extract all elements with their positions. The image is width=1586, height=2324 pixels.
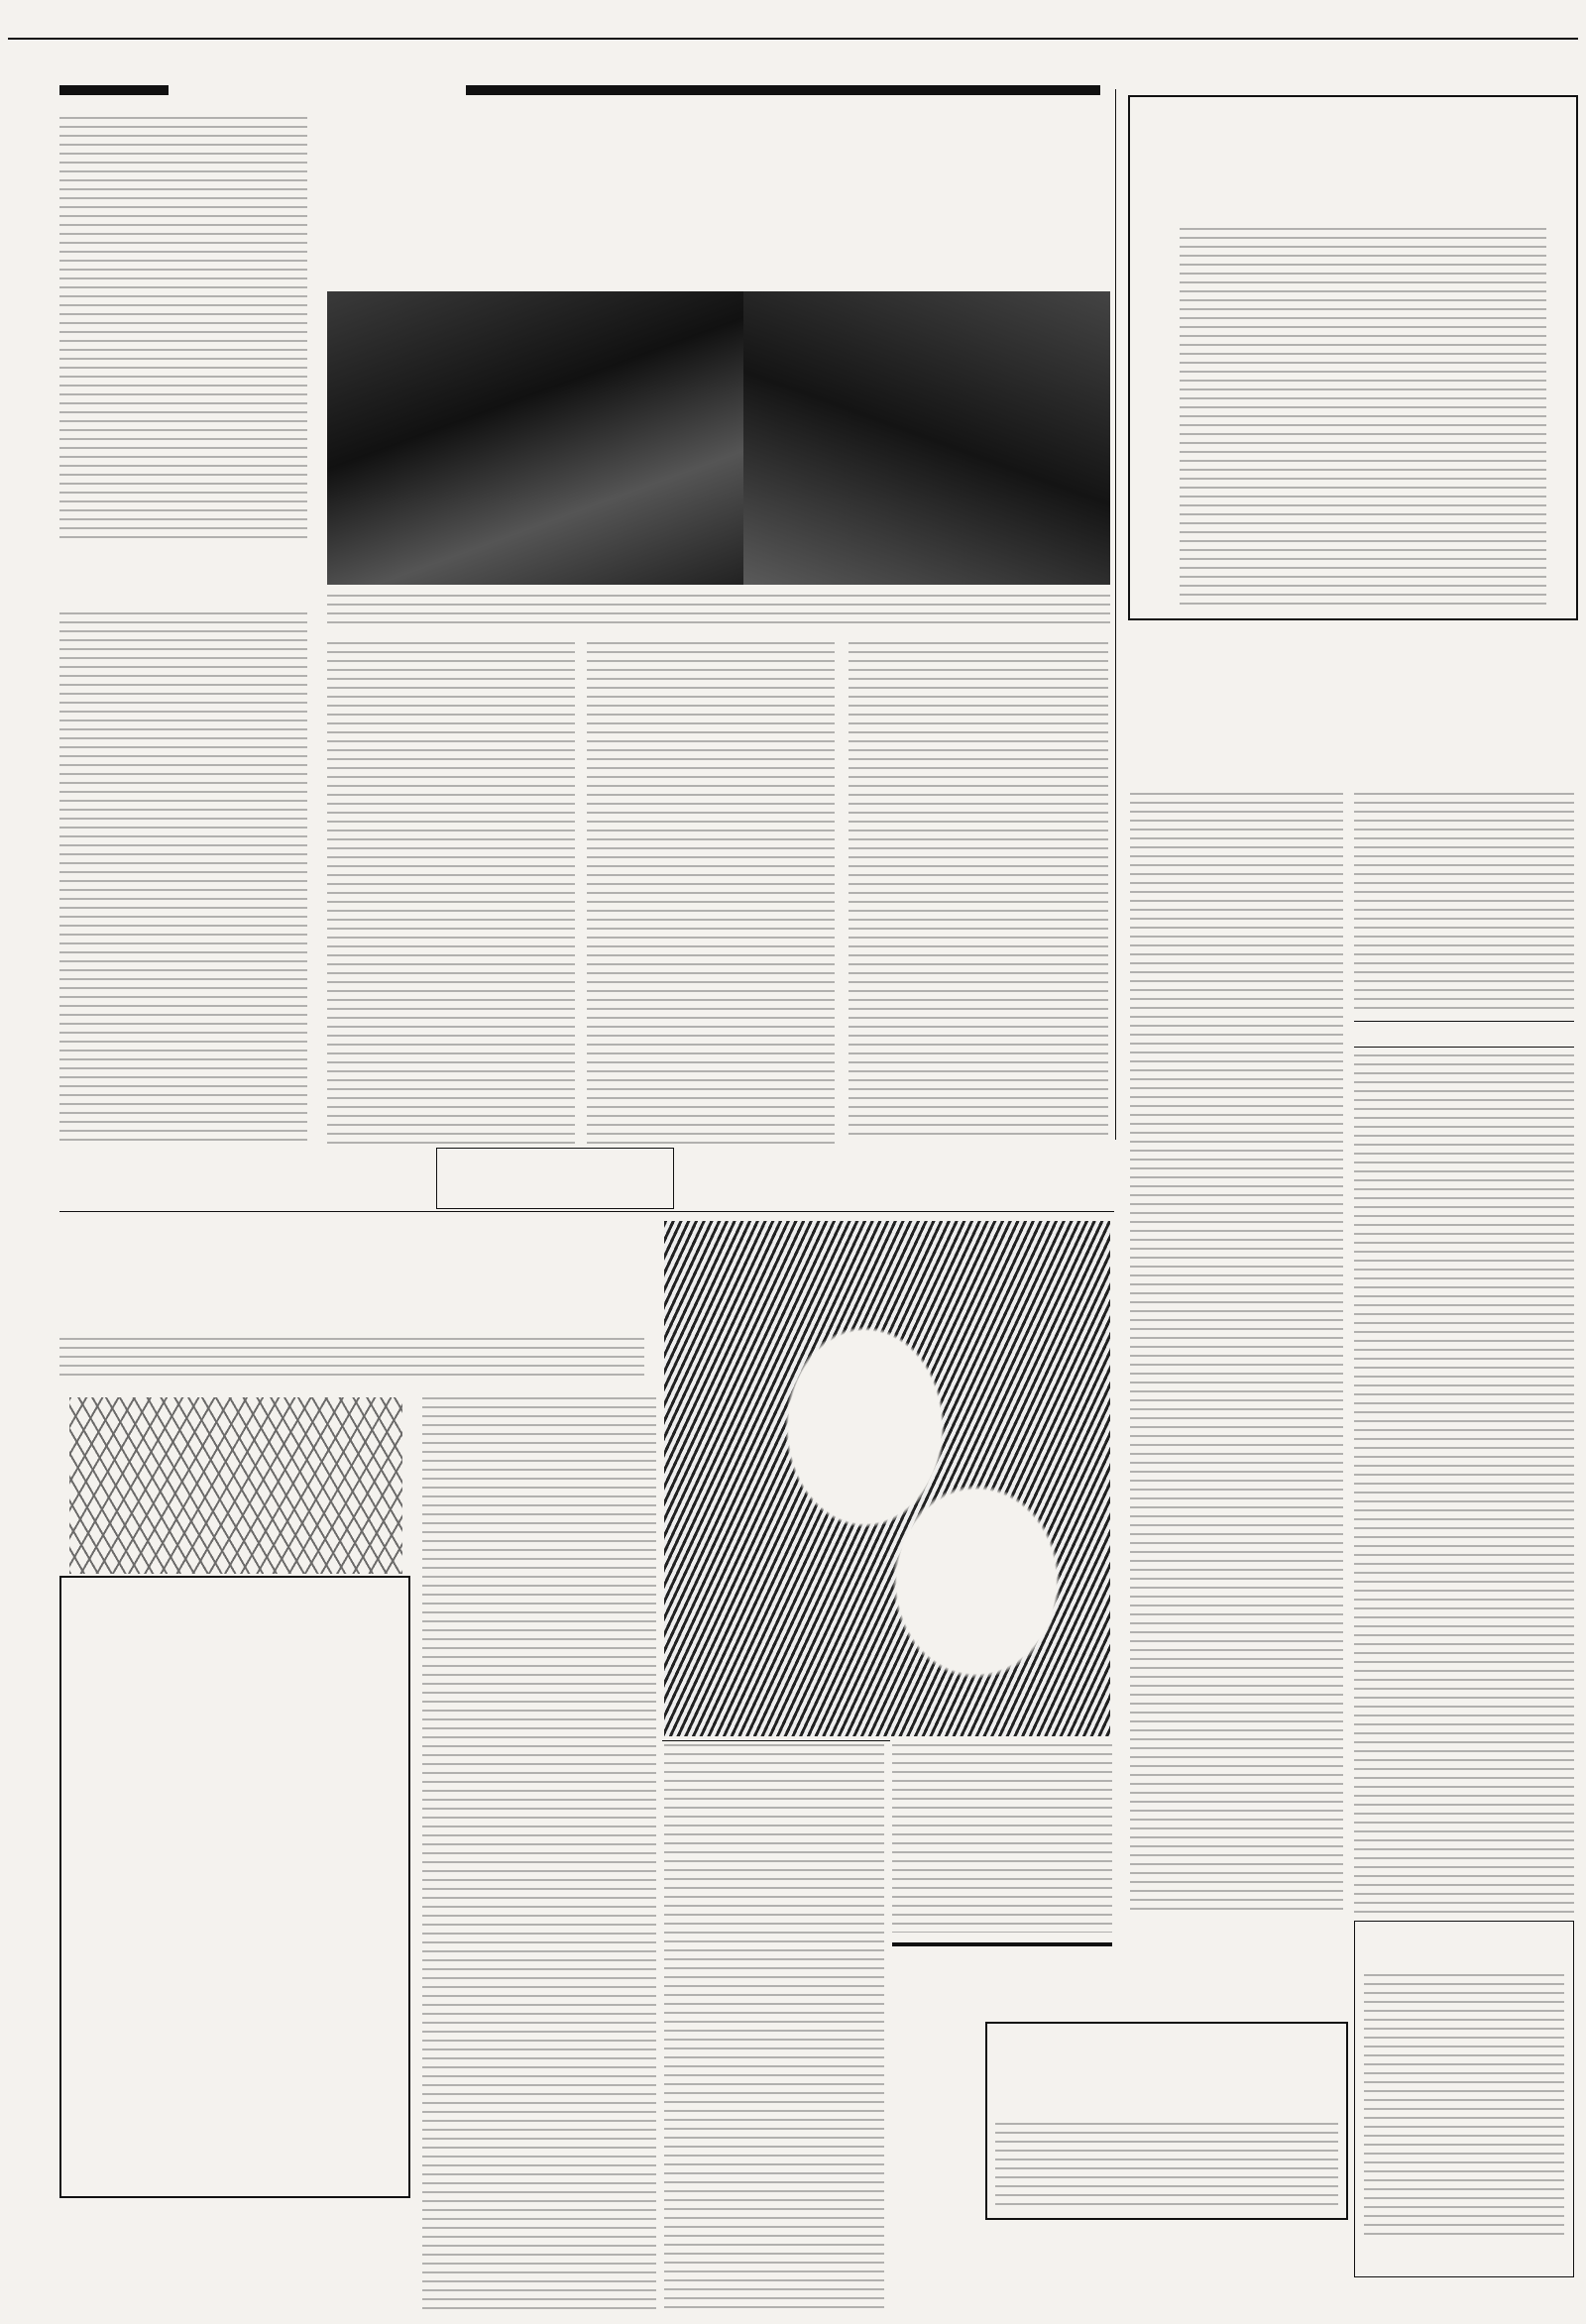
story-rule: [59, 1211, 1114, 1212]
ad-medical-box: [892, 1942, 1112, 1946]
photo-caption: [327, 595, 1110, 630]
banner-rule-left: [59, 85, 169, 95]
header-rule: [8, 38, 1578, 40]
story-intro: [59, 1338, 644, 1382]
story-column-3: [892, 1744, 1112, 1933]
column-divider: [1115, 89, 1116, 1140]
story-illustration: [664, 1221, 1110, 1736]
review-column-2b: [1354, 1054, 1574, 1913]
poem-body: [1180, 228, 1546, 605]
story-author-rule: [662, 1740, 890, 1741]
review-byline-rule-2: [1354, 1047, 1574, 1048]
banner-rule-right: [466, 85, 1100, 95]
article-photo-right: [743, 291, 1110, 585]
ad-minipri-box: [59, 1576, 410, 2198]
article-column-1a: [59, 117, 307, 545]
article-column-2: [327, 642, 575, 1148]
ad-groceries-art: [69, 1397, 402, 1574]
story-column-1: [422, 1397, 656, 2309]
review-column-2a: [1354, 793, 1574, 1011]
article-column-3: [587, 642, 835, 1148]
article-photo: [327, 291, 743, 585]
story-label-box: [436, 1148, 674, 1209]
review-column-1: [1130, 793, 1343, 1913]
story-column-2: [664, 1744, 884, 2309]
notice-body: [1364, 1974, 1564, 2242]
article-column-1b: [59, 612, 307, 1148]
medical-ad-body: [995, 2123, 1338, 2208]
review-byline-rule: [1354, 1021, 1574, 1022]
article-column-4: [849, 642, 1108, 1138]
